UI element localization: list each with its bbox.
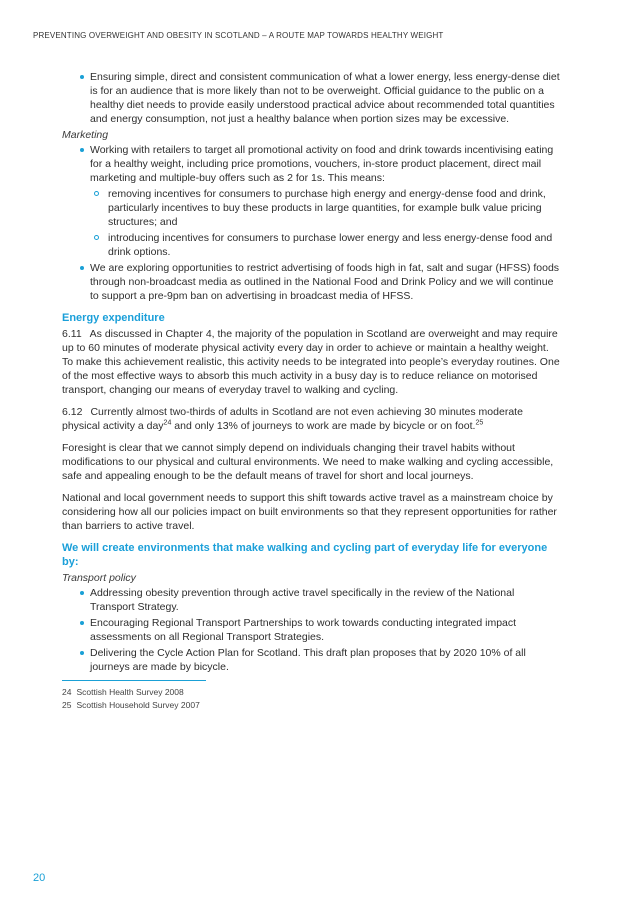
transport-subheading: Transport policy [62,572,136,584]
commitment-heading: We will create environments that make walking and cycling part of everyday life for everyone by: [62,542,548,568]
list-item: Delivering the Cycle Action Plan for Scotland. This draft plan proposes that by 2020 10% of all journeys are made by bicycle. [78,646,560,674]
paragraph-text: As discussed in Chapter 4, the majority of the population in Scotland are overweight and may require up to 60 minutes of moderate physical activity every day in order to achieve or maintain a healthy weight. To make this achievement realistic, this activity needs to be integrated into people’s everyday routines. One of the most effective ways to absorb this much activity in a busy day is to reduce reliance on motorised transport, changing our means of everyday travel to walking and cycling. [62,328,560,396]
list-item: Addressing obesity prevention through active travel specifically in the review of the National Transport Strategy. [78,586,560,614]
list-item: Ensuring simple, direct and consistent communication of what a lower energy, less energy-dense diet is for an audience that is more likely than not to be overweight. Official guidance to the public on a healthy diet needs to provide easily understood practical advice about recommended total quantities and energy consumption, not just a healthy balance when portion sizes may be excessive. [78,70,560,126]
sub-list-item: introducing incentives for consumers to purchase lower energy and less energy-dense food and drink options. [90,231,560,259]
list-item: Encouraging Regional Transport Partnerships to work towards conducting integrated impact assessments on all Regional Transport Strategies. [78,616,560,644]
list-item: We are exploring opportunities to restrict advertising of foods high in fat, salt and sugar (HFSS) foods through non-broadcast media as outlined in the National Food and Drink Policy and we will continue to support a pre-9pm ban on advertising in broadcast media of HFSS. [78,261,560,303]
running-header: PREVENTING OVERWEIGHT AND OBESITY IN SCOTLAND – A ROUTE MAP TOWARDS HEALTHY WEIGHT [33,31,444,40]
marketing-subheading: Marketing [62,129,109,141]
footnote-25 [62,699,560,712]
footnote-text: Scottish Household Survey 2007 [76,700,200,710]
paragraph-text: and only 13% of journeys to work are made by bicycle or on foot. [171,420,476,432]
paragraph-6-12 [62,405,560,433]
paragraph-6-11 [62,327,560,397]
sub-list-item: removing incentives for consumers to purchase high energy and energy-dense food and drink, particularly incentives to buy these products in large quantities, for example bulk value pricing structures; and [90,187,560,229]
list-item [78,143,560,259]
paragraph-foresight: Foresight is clear that we cannot simply depend on individuals changing their travel habits without modifications to our physical and cultural environments. We need to make walking and cycling accessible, safe and appealing enough to be the default means of travel for short and local journeys. [62,442,554,482]
paragraph-number: 6.11 [62,328,82,340]
page-number: 20 [33,872,46,884]
intro-bullet-list [62,70,560,126]
paragraph-national: National and local government needs to support this shift towards active travel as a mainstream choice by considering how all our policies impact on built environments so that they represent opportunities for rather than barriers to active travel. [62,492,557,532]
footnote-number: 25 [62,700,72,710]
marketing-bullet-list [62,143,560,303]
paragraph-text: Currently almost two-thirds of adults in Scotland are not even achieving 30 minutes moderate physical activity a day [62,406,523,432]
footnote-number: 24 [62,687,72,697]
page-content [62,70,560,712]
transport-bullet-list [62,586,560,674]
section-heading-energy: Energy expenditure [62,312,165,324]
paragraph-number: 6.12 [62,406,83,418]
marketing-sub-list [90,187,560,259]
footnote-24 [62,686,560,699]
marketing-bullet-text: Working with retailers to target all promotional activity on food and drink towards incentivising eating for a healthy weight, including price promotions, vouchers, in-store product placement, direct mail marketing and multiple-buy offers such as 2 for 1s. This means: [90,144,554,184]
footnote-divider [62,680,206,681]
footnote-ref-25[interactable]: 25 [475,419,484,427]
footnote-ref-24[interactable]: 24 [163,419,172,427]
footnote-text: Scottish Health Survey 2008 [76,687,184,697]
